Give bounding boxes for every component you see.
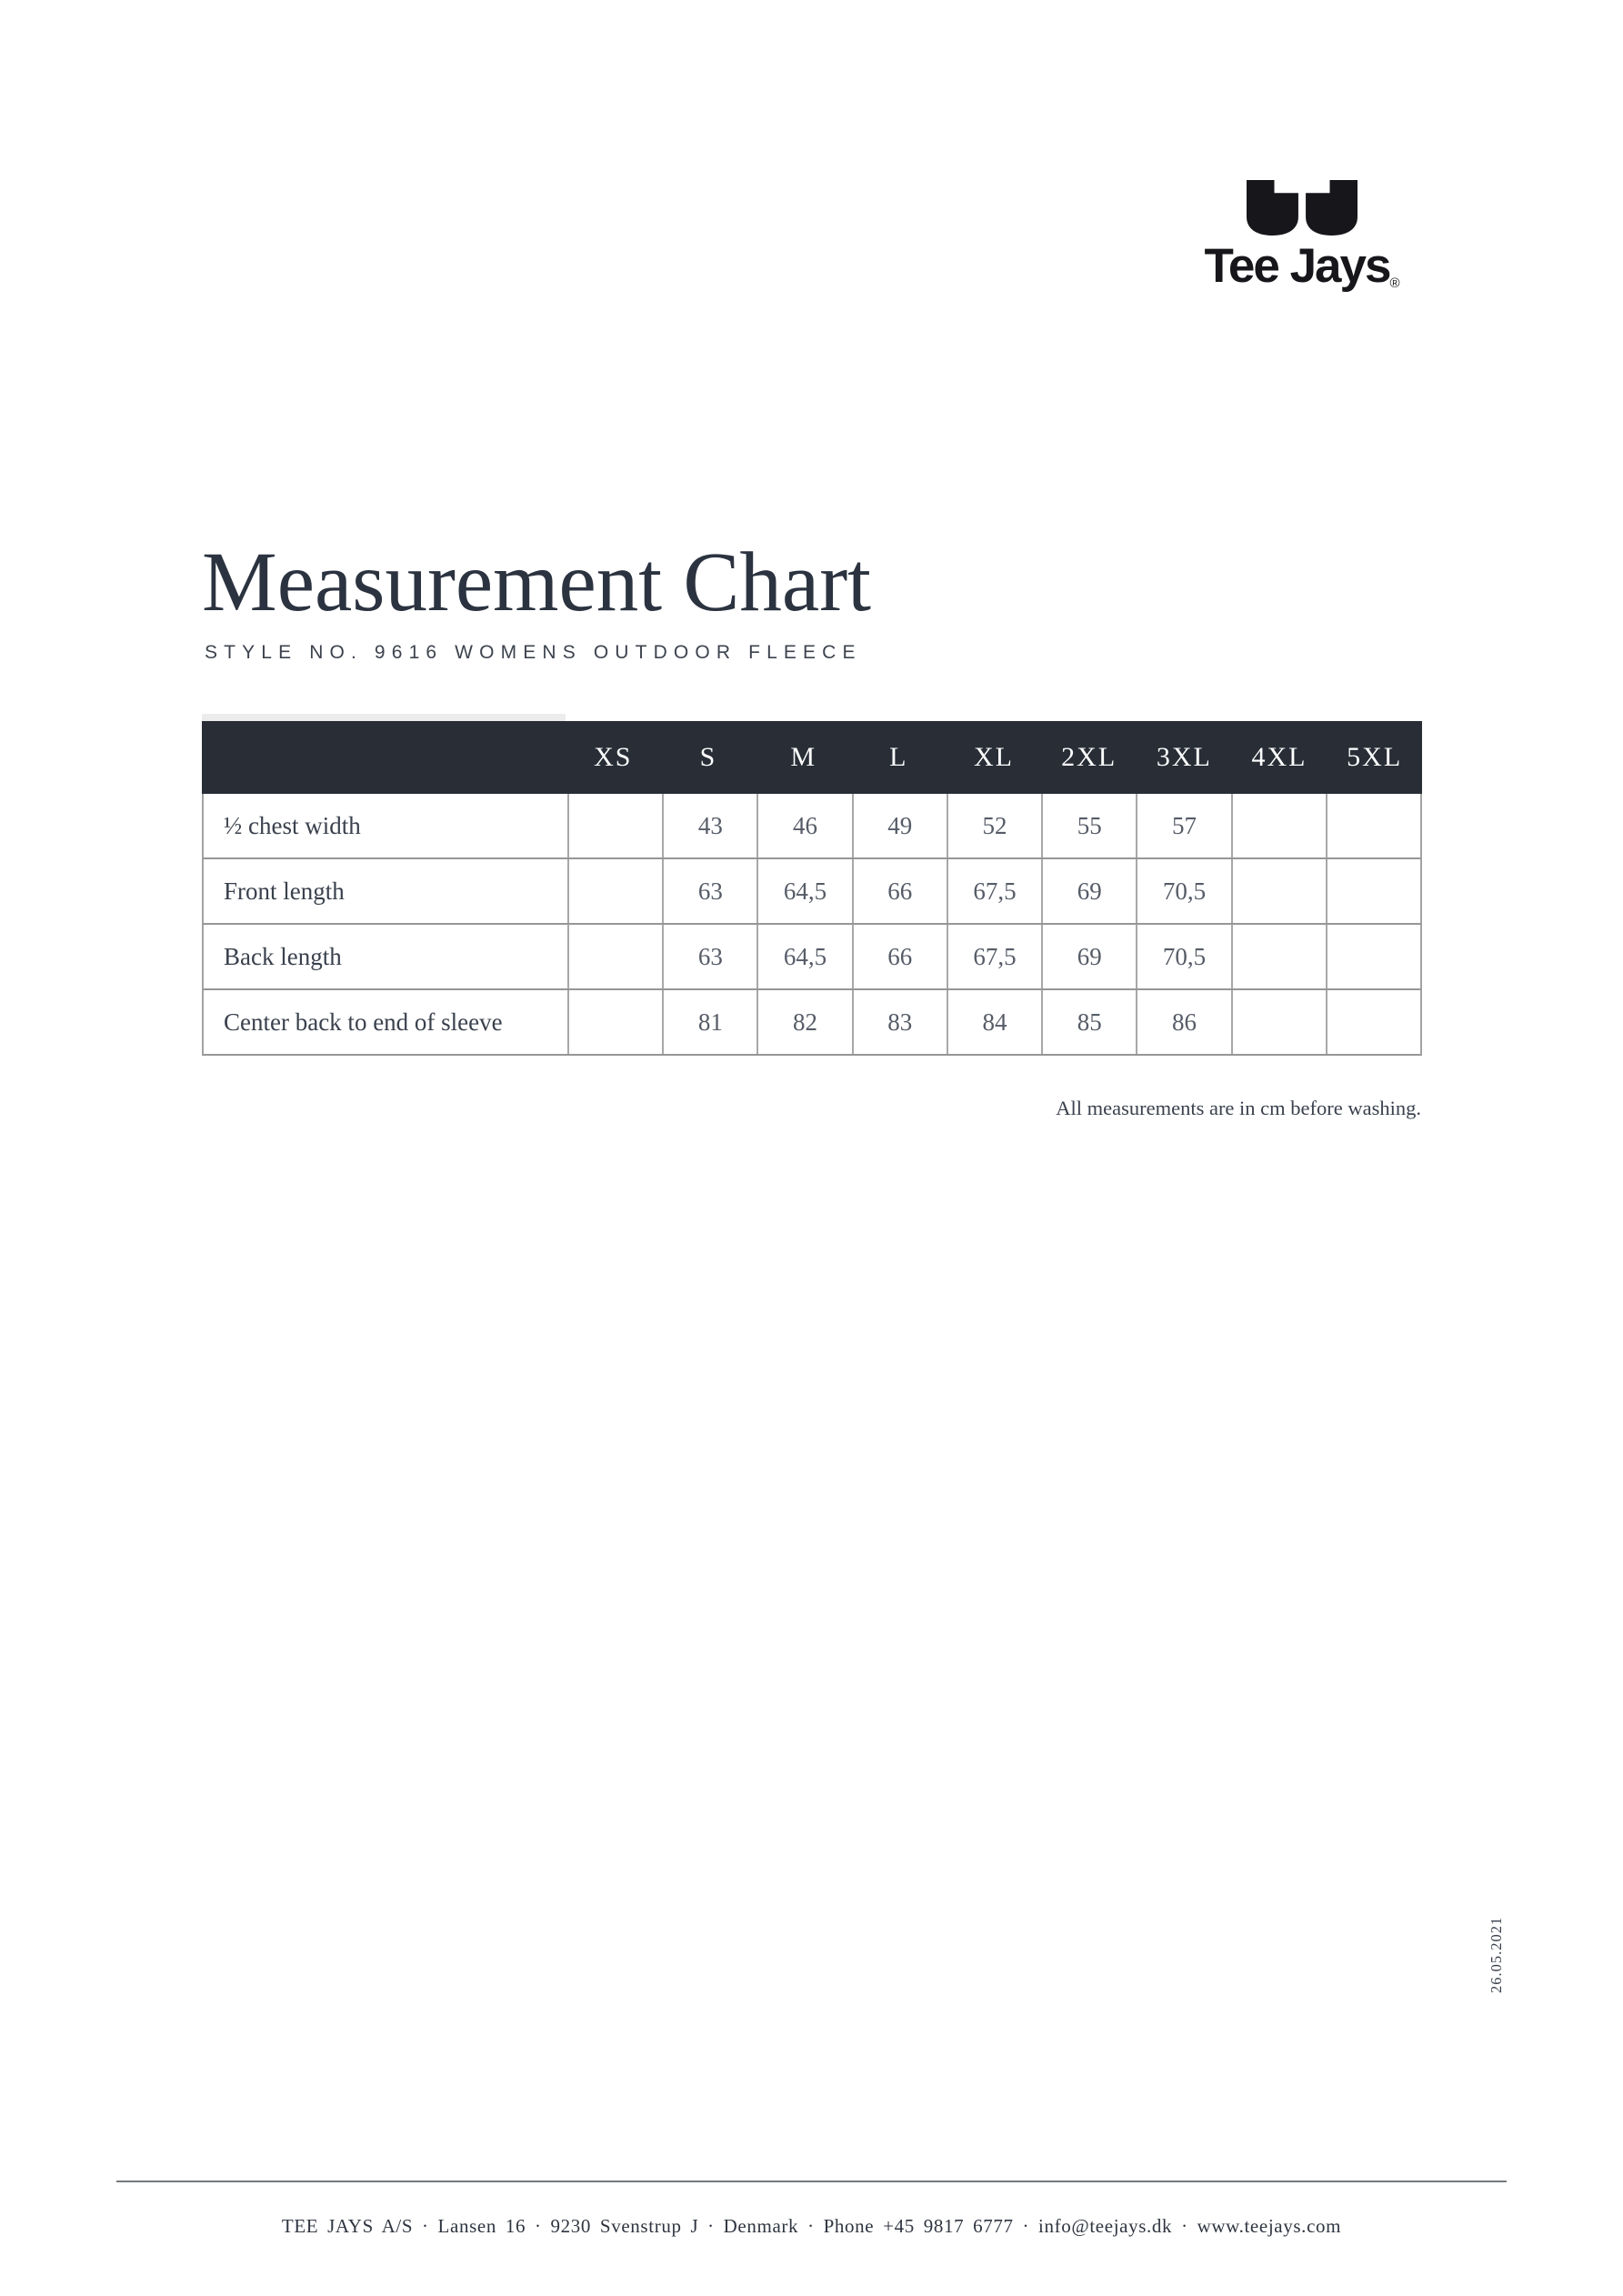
header-cell-size: XS <box>594 742 633 772</box>
row-label: Center back to end of sleeve <box>224 1008 503 1036</box>
table-cell: 86 <box>1136 990 1230 1054</box>
row-label: Back length <box>224 942 342 970</box>
table-cell: 66 <box>852 859 947 923</box>
measurement-table <box>202 721 1422 1056</box>
table-cell: 81 <box>662 990 756 1054</box>
brand-logo <box>1179 180 1425 293</box>
table-cell <box>567 990 662 1054</box>
table-cell: 46 <box>756 794 851 857</box>
table-cell: 69 <box>1041 925 1136 988</box>
table-cell <box>1326 859 1420 923</box>
row-label: ½ chest width <box>224 811 361 839</box>
header-cell-size: 3XL <box>1156 742 1212 772</box>
footer-contact-line: TEE JAYS A/S · Lansen 16 · 9230 Svenstrup J · Denmark · Phone +45 9817 6777 · info@teejays.dk · www.teejays.com <box>281 2215 1342 2237</box>
table-cell: 67,5 <box>947 925 1041 988</box>
table-cell <box>1326 925 1420 988</box>
table-cell <box>1231 925 1326 988</box>
table-cell: 67,5 <box>947 859 1041 923</box>
table-cell <box>1326 794 1420 857</box>
tee-jays-tj-mark-icon <box>1247 180 1358 236</box>
table-cell: 55 <box>1041 794 1136 857</box>
page-title: Measurement Chart <box>202 536 872 629</box>
header-cell-size: 2XL <box>1061 742 1117 772</box>
table-cell <box>567 794 662 857</box>
table-cell <box>1326 990 1420 1054</box>
table-cell: 70,5 <box>1136 859 1230 923</box>
row-label: Front length <box>224 877 345 905</box>
header-notch-strip <box>202 714 566 721</box>
table-row <box>202 794 1422 859</box>
table-cell: 63 <box>662 925 756 988</box>
brand-wordmark <box>1204 239 1400 293</box>
table-row <box>202 990 1422 1056</box>
table-cell <box>1231 859 1326 923</box>
table-cell <box>1231 990 1326 1054</box>
table-cell: 63 <box>662 859 756 923</box>
table-cell: 43 <box>662 794 756 857</box>
table-header-row <box>202 721 1422 794</box>
header-cell-size: 5XL <box>1347 742 1403 772</box>
table-cell: 69 <box>1041 859 1136 923</box>
table-cell: 83 <box>852 990 947 1054</box>
table-row <box>202 925 1422 990</box>
table-cell <box>1231 794 1326 857</box>
table-cell: 84 <box>947 990 1041 1054</box>
table-cell: 64,5 <box>756 925 851 988</box>
table-cell <box>567 859 662 923</box>
header-cell-size: S <box>699 742 717 772</box>
measurement-note: All measurements are in cm before washing. <box>1056 1097 1421 1119</box>
registered-trademark-symbol: ® <box>1389 276 1400 291</box>
table-cell: 64,5 <box>756 859 851 923</box>
table-cell: 49 <box>852 794 947 857</box>
table-cell: 57 <box>1136 794 1230 857</box>
table-cell: 70,5 <box>1136 925 1230 988</box>
document-date-stamp: 26.05.2021 <box>1488 1916 1505 1993</box>
table-row <box>202 859 1422 925</box>
style-subtitle: STYLE NO. 9616 WOMENS OUTDOOR FLEECE <box>205 642 862 663</box>
header-cell-size: XL <box>973 742 1014 772</box>
header-cell-size: 4XL <box>1251 742 1307 772</box>
header-cell-size: M <box>790 742 817 772</box>
table-cell: 82 <box>756 990 851 1054</box>
table-cell: 85 <box>1041 990 1136 1054</box>
header-cell-size: L <box>889 742 908 772</box>
table-cell: 52 <box>947 794 1041 857</box>
footer-divider <box>116 2181 1507 2182</box>
table-cell <box>567 925 662 988</box>
table-cell: 66 <box>852 925 947 988</box>
brand-wordmark-text: Tee Jays <box>1204 239 1390 293</box>
